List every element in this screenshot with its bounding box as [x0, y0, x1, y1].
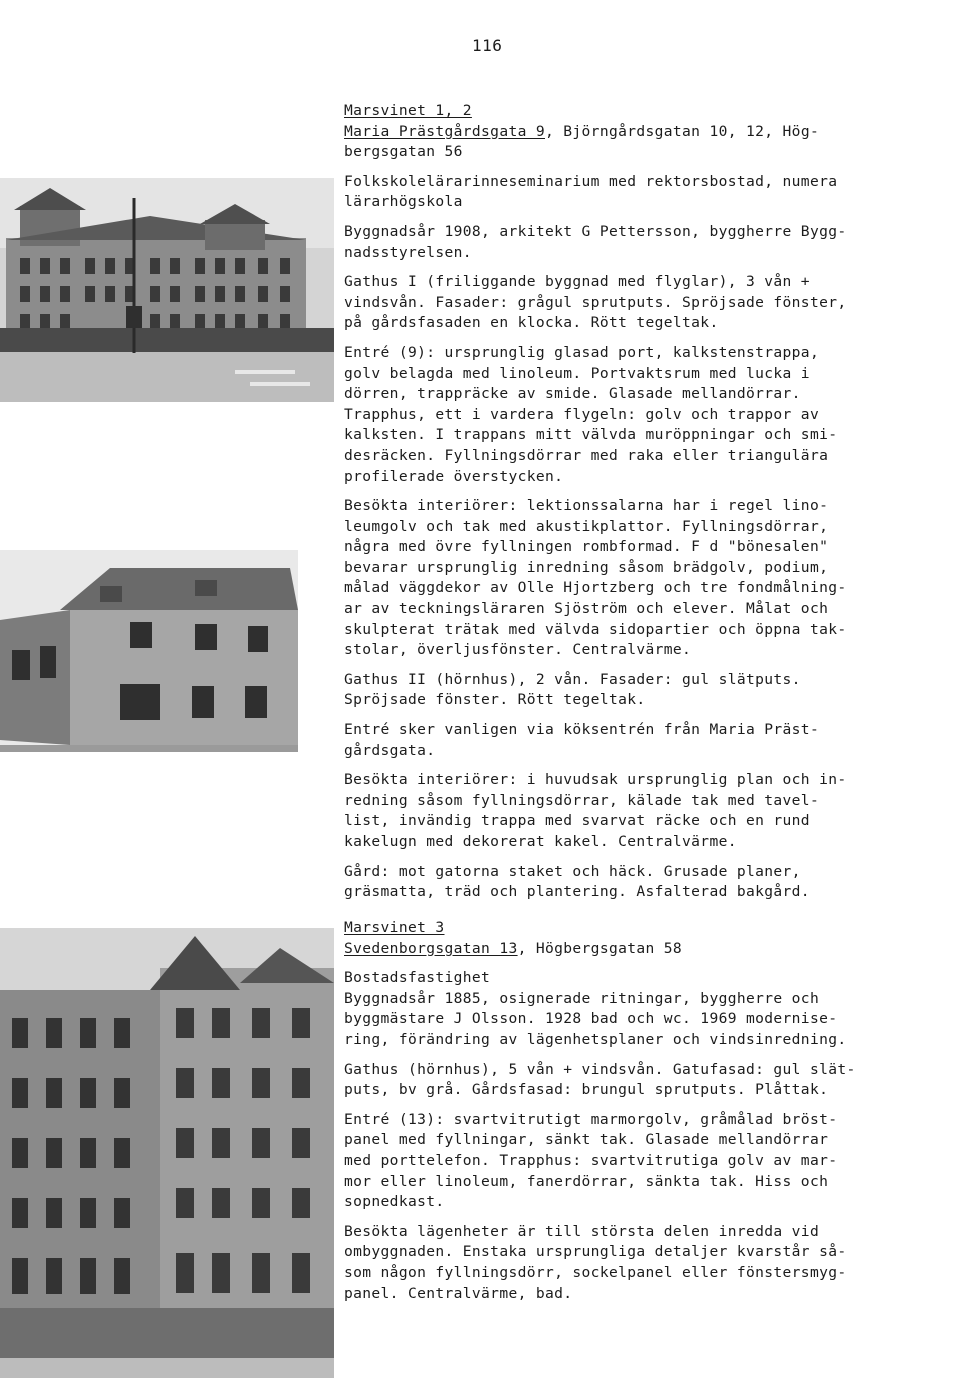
- page-number: 116: [472, 36, 503, 55]
- entry-paragraph: Besökta interiörer: lektionssalarna har i regel lino- leumgolv och tak med akustikplattor. Fyllningsdörrar, några med övre fyllningen rombformad. F d "bönesalen" bevarar ursprunglig inredning såsom brädgolv, podium, målad väggdekor av Olle Hjortzberg och tre fondmålning- ar av teckningsläraren Sjöström och elever. Målat och skulpterat trätak med välvda sidopartier och öppna tak- stolar, överljusfönster. Centralvärme.: [344, 497, 847, 659]
- entry-paragraph: Bostadsfastighet Byggnadsår 1885, osignerade ritningar, byggherre och byggmästare J Olsson. 1928 bad och wc. 1969 modernise- ring, förändring av lägenhetsplaner och vindsinredning.: [344, 969, 847, 1048]
- entry-paragraph: Gathus (hörnhus), 5 vån + vindsvån. Gatufasad: gul slät- puts, bv grå. Gårdsfasad: brungul sprutputs. Plåttak.: [344, 1060, 856, 1099]
- entry-heading: Marsvinet 1, 2: [344, 102, 472, 119]
- entry-paragraph: Entré sker vanligen via köksentrén från Maria Präst- gårdsgata.: [344, 721, 820, 759]
- entry-paragraph: Besökta lägenheter är till största delen inredda vid ombyggnaden. Enstaka ursprungliga detaljer kvarstår så- som någon fyllningsdörr, sockelpanel eller fönstersmyg- panel. Centralvärme, bad.: [344, 1222, 847, 1302]
- photo-school-building: [0, 178, 334, 402]
- entry-paragraph: Besökta interiörer: i huvudsak ursprunglig plan och in- redning såsom fyllningsdörrar, kälade tak med tavel- list, invändig trappa med svarvat räcke och en rund kakelugn med dekorerat kakel. Centralvärme.: [344, 771, 847, 850]
- entry-address-secondary: , Björngårdsgatan 10, 12, Hög- bergsgatan 56: [344, 122, 820, 161]
- entry-marsvinet-1-2: [344, 101, 904, 912]
- entry-paragraph: Byggnadsår 1908, arkitekt G Pettersson, byggherre Bygg- nadsstyrelsen.: [344, 222, 847, 261]
- entry-paragraph: Gård: mot gatorna staket och häck. Grusade planer, gräsmatta, träd och plantering. Asfalterad bakgård.: [344, 862, 810, 901]
- entry-paragraph: Entré (9): ursprunglig glasad port, kalkstenstrappa, golv belagda med linoleum. Portvaktsrum med lucka i dörren, trappräcke av smide. Glasade mellandörrar. Trapphus, ett i vardera flygeln: golv och trappor av kalksten. I trappans mitt välvda muröppningar och smi- desräcken. Fyllningsdörrar med raka eller triangulära profilerade överstycken.: [344, 343, 838, 485]
- entry-heading: Marsvinet 3: [344, 919, 445, 936]
- entry-paragraph: Gathus I (friliggande byggnad med flyglar), 3 vån + vindsvån. Fasader: grågul sprutputs. Spröjsade fönster, på gårdsfasaden en klocka. Rött tegeltak.: [344, 273, 847, 332]
- entry-address-primary: Maria Prästgårdsgata 9: [344, 122, 545, 140]
- entry-address: [344, 939, 904, 960]
- entry-address-secondary: , Högbergsgatan 58: [517, 939, 683, 957]
- entry-address: [344, 122, 904, 163]
- entry-address-primary: Svedenborgsgatan 13: [344, 939, 518, 957]
- photo-apartment-building: [0, 928, 334, 1378]
- entry-marsvinet-3: [344, 918, 904, 1313]
- photo-corner-house: [0, 550, 298, 752]
- entry-paragraph: Entré (13): svartvitrutigt marmorgolv, gråmålad bröst- panel med fyllningar, sänkt tak. Glasade mellandörrar med porttelefon. Trapphus: svartvitrutiga golv av mar- mor eller linoleum, fanerdörrar, sänkta tak. Hiss och sopnedkast.: [344, 1110, 838, 1211]
- entry-paragraph: Folkskolelärarinneseminarium med rektorsbostad, numera lärarhögskola: [344, 172, 838, 211]
- entry-paragraph: Gathus II (hörnhus), 2 vån. Fasader: gul slätputs. Spröjsade fönster. Rött tegeltak.: [344, 670, 801, 709]
